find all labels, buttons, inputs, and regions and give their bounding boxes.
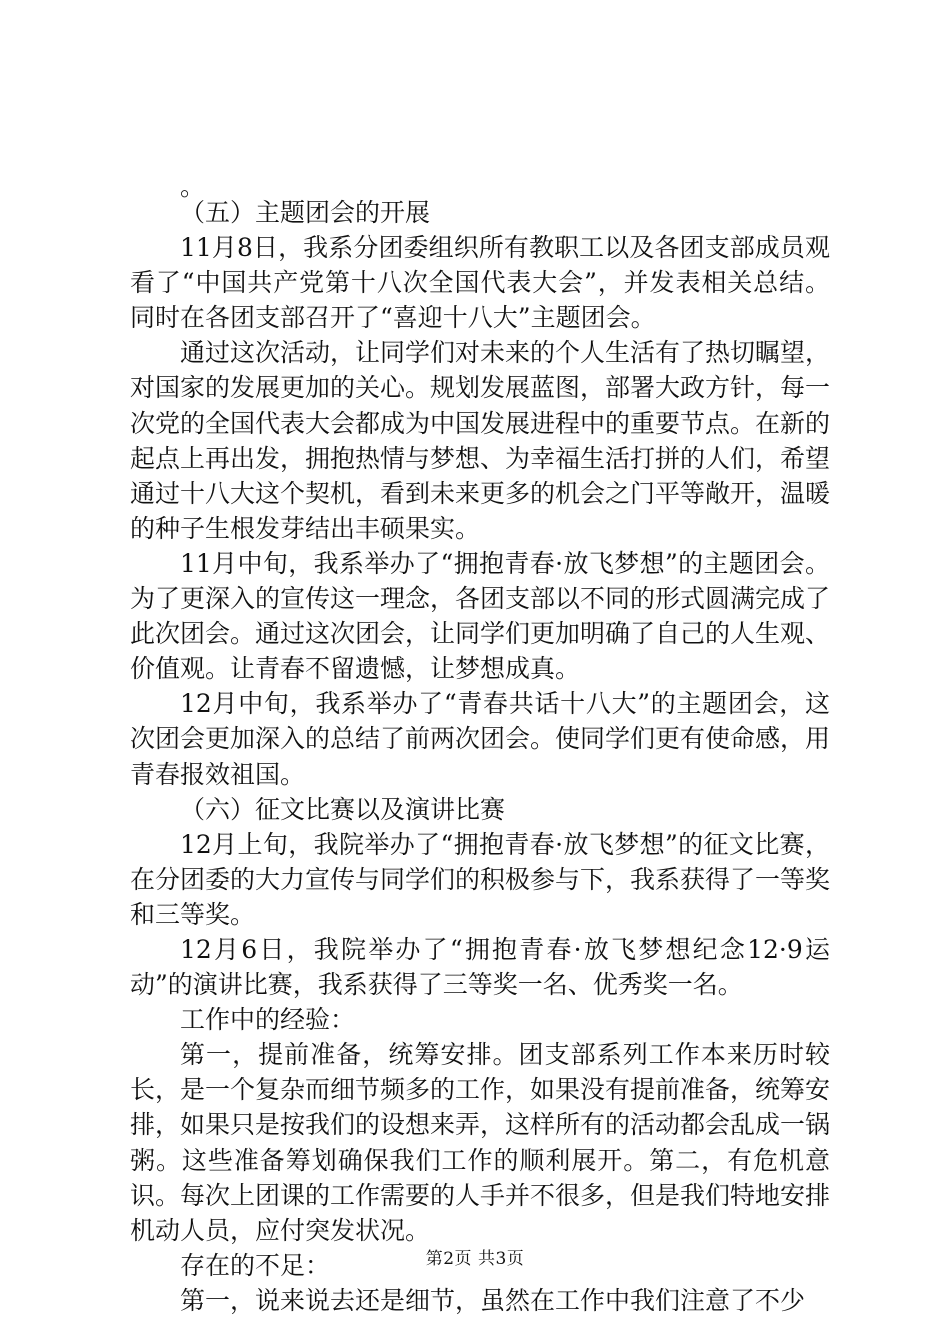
paragraph: 12月上旬，我院举办了“拥抱青春·放飞梦想”的征文比赛，在分团委的大力宣传与同学们的积极参与下，我系获得了一等奖和三等奖。 [130, 829, 831, 929]
paragraph: 11月8日，我系分团委组织所有教职工以及各团支部成员观看了“中国共产党第十八次全国代表大会”，并发表相关总结。同时在各团支部召开了“喜迎十八大”主题团会。 [130, 233, 830, 333]
paragraph: 12月中旬，我系举办了“青春共话十八大”的主题团会，这次团会更加深入的总结了前两次团会。使同学们更有使命感，用青春报效祖国。 [130, 689, 831, 789]
section-heading-5: （五）主题团会的开展 [180, 198, 431, 227]
paragraph: 第一，提前准备，统筹安排。团支部系列工作本来历时较长，是一个复杂而细节频多的工作，如果没有提前准备，统筹安排，如果只是按我们的设想来弄，这样所有的活动都会乱成一锅粥。这些准备筹划确保我们工作的顺利展开。第二，有危机意识。每次上团课的工作需要的人手并不很多，但是我们特地安排机动人员，应付突发状况。 [130, 1040, 831, 1245]
subheading-experience: 工作中的经验： [180, 1005, 356, 1035]
section-heading-6: （六）征文比赛以及演讲比赛 [180, 794, 506, 824]
subheading-shortcomings: 存在的不足： [180, 1250, 331, 1280]
page-footer: 第2页 共3页 [425, 1249, 525, 1269]
paragraph: 通过这次活动，让同学们对未来的个人生活有了热切瞩望，对国家的发展更加的关心。规划发展蓝图，部署大政方针，每一次党的全国代表大会都成为中国发展进程中的重要节点。在新的起点上再出发，拥抱热情与梦想、为幸福生活打拼的人们，希望通过十八大这个契机，看到未来更多的机会之门平等敞开，温暖的种子生根发芽结出丰硕果实。 [130, 338, 831, 543]
paragraph: 第一，说来说去还是细节，虽然在工作中我们注意了不少 [180, 1285, 806, 1315]
paragraph-continuation: 。 [180, 172, 206, 201]
paragraph: 11月中旬，我系举办了“拥抱青春·放飞梦想”的主题团会。为了更深入的宣传这一理念，各团支部以不同的形式圆满完成了此次团会。通过这次团会，让同学们更加明确了自己的人生观、价值观。让青春不留遗憾，让梦想成真。 [130, 548, 831, 684]
document-body [130, 172, 831, 1318]
paragraph: 12月6日，我院举办了“拥抱青春·放飞梦想纪念12·9运动”的演讲比赛，我系获得了三等奖一名、优秀奖一名。 [130, 934, 830, 1000]
